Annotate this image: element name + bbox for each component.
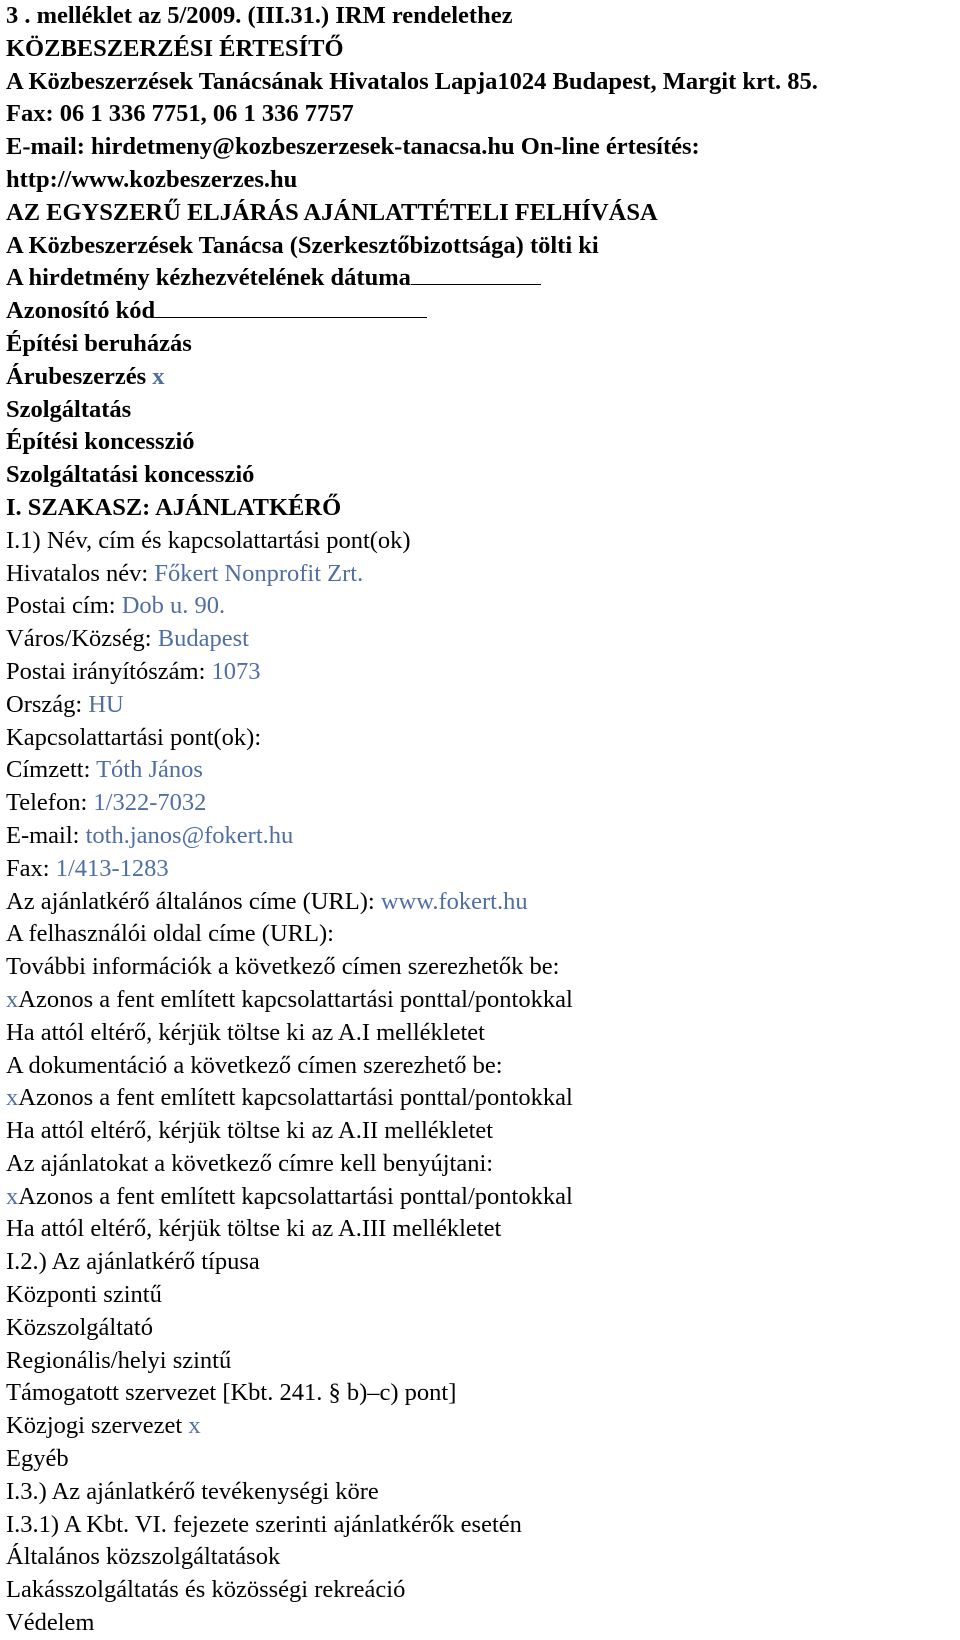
id-code-row (6, 295, 960, 328)
buyer-profile-label: A felhasználói oldal címe (URL): (6, 920, 334, 948)
addressee-value: Tóth János (96, 756, 203, 784)
type-supported: Támogatott szervezet [Kbt. 241. § b)–c) pont] (6, 1379, 457, 1407)
activity-general-public-services: Általános közszolgáltatások (6, 1543, 281, 1571)
annex-3-note: Ha attól eltérő, kérjük töltse ki az A.III mellékletet (6, 1215, 502, 1243)
type-utility: Közszolgáltató (6, 1313, 153, 1341)
contract-type-service: Szolgáltatás (6, 395, 132, 423)
official-name-value: Főkert Nonprofit Zrt. (154, 559, 364, 587)
documentation-same-row (6, 1082, 960, 1115)
more-info-mark: x (6, 985, 19, 1013)
bulletin-email: E-mail: hirdetmeny@kozbeszerzesek-tanacsa.hu On-line értesítés: (6, 133, 700, 161)
contact-points-label: Kapcsolattartási pont(ok): (6, 723, 262, 751)
zip-value: 1073 (211, 657, 261, 685)
city-label: Város/Község: (6, 625, 158, 653)
official-name-label: Hivatalos név: (6, 559, 155, 587)
type-public-law-row (6, 1410, 960, 1443)
fax-label: Fax: (6, 854, 56, 882)
contract-type-service-concession: Szolgáltatási koncesszió (6, 461, 255, 489)
section-1-3-1-heading: I.3.1) A Kbt. VI. fejezete szerinti ajánlatkérők esetén (6, 1510, 522, 1538)
phone-row (6, 787, 960, 820)
id-code-blank (155, 297, 427, 318)
submission-same-row (6, 1181, 960, 1214)
receipt-date-row (6, 262, 960, 295)
annex-reference: 3 . melléklet az 5/2009. (III.31.) IRM rendelethez (6, 2, 513, 29)
zip-row (6, 656, 960, 689)
submission-mark: x (6, 1182, 19, 1210)
zip-label: Postai irányítószám: (6, 657, 212, 685)
city-row (6, 623, 960, 656)
more-info-same-text: Azonos a fent említett kapcsolattartási ponttal/pontokkal (18, 985, 573, 1013)
annex-1-note: Ha attól eltérő, kérjük töltse ki az A.I mellékletet (6, 1018, 485, 1046)
supply-selected-mark: x (152, 362, 165, 390)
activity-housing: Lakásszolgáltatás és közösségi rekreáció (6, 1576, 406, 1604)
url-row (6, 886, 960, 919)
receipt-date-label: A hirdetmény kézhezvételének dátuma (6, 264, 411, 292)
filled-by-note: A Közbeszerzések Tanácsa (Szerkesztőbizottsága) tölti ki (6, 231, 599, 259)
type-other: Egyéb (6, 1445, 69, 1473)
phone-label: Telefon: (6, 789, 94, 817)
contract-type-construction: Építési beruházás (6, 329, 192, 357)
addressee-row (6, 754, 960, 787)
country-value: HU (88, 690, 124, 718)
contract-type-supply-row (6, 361, 960, 394)
official-name-row (6, 558, 960, 591)
fax-value: 1/413-1283 (55, 854, 169, 882)
bulletin-fax: Fax: 06 1 336 7751, 06 1 336 7757 (6, 100, 354, 128)
documentation-mark: x (6, 1084, 19, 1112)
receipt-date-blank (411, 264, 541, 285)
phone-value: 1/322-7032 (93, 789, 207, 817)
section-1-2-heading: I.2.) Az ajánlatkérő típusa (6, 1248, 260, 1276)
section-1-heading: I. SZAKASZ: AJÁNLATKÉRŐ (6, 493, 342, 521)
id-code-label: Azonosító kód (6, 297, 156, 325)
addressee-label: Címzett: (6, 756, 97, 784)
email-label: E-mail: (6, 821, 86, 849)
fax-row (6, 853, 960, 886)
type-regional: Regionális/helyi szintű (6, 1346, 232, 1374)
postal-address-row (6, 590, 960, 623)
documentation-label: A dokumentáció a következő címen szerezhető be: (6, 1051, 503, 1079)
section-1-1-heading: I.1) Név, cím és kapcsolattartási pont(ok) (6, 526, 411, 554)
contract-type-supply: Árubeszerzés (6, 362, 147, 390)
url-label: Az ajánlatkérő általános címe (URL): (6, 887, 381, 915)
submission-same-text: Azonos a fent említett kapcsolattartási ponttal/pontokkal (18, 1182, 573, 1210)
more-info-label: További információk a következő címen szerezhetők be: (6, 953, 560, 981)
more-info-same-row (6, 984, 960, 1017)
country-row (6, 689, 960, 722)
contract-type-works-concession: Építési koncesszió (6, 428, 195, 456)
city-value: Budapest (157, 625, 249, 653)
bulletin-name: KÖZBESZERZÉSI ÉRTESÍTŐ (6, 34, 344, 62)
submission-label: Az ajánlatokat a következő címre kell benyújtani: (6, 1149, 494, 1177)
public-law-selected-mark: x (188, 1412, 201, 1440)
section-1-3-heading: I.3.) Az ajánlatkérő tevékenységi köre (6, 1477, 379, 1505)
type-public-law: Közjogi szervezet (6, 1412, 183, 1440)
url-value: www.fokert.hu (380, 887, 528, 915)
documentation-same-text: Azonos a fent említett kapcsolattartási ponttal/pontokkal (18, 1084, 573, 1112)
email-value: toth.janos@fokert.hu (85, 821, 294, 849)
postal-address-value: Dob u. 90. (121, 592, 226, 620)
type-central: Központi szintű (6, 1281, 162, 1309)
postal-address-label: Postai cím: (6, 592, 122, 620)
bulletin-website: http://www.kozbeszerzes.hu (6, 165, 298, 193)
page-title: AZ EGYSZERŰ ELJÁRÁS AJÁNLATTÉTELI FELHÍVÁSA (6, 198, 658, 226)
country-label: Ország: (6, 690, 89, 718)
email-row (6, 820, 960, 853)
annex-2-note: Ha attól eltérő, kérjük töltse ki az A.II mellékletet (6, 1117, 494, 1145)
bulletin-publisher: A Közbeszerzések Tanácsának Hivatalos Lapja1024 Budapest, Margit krt. 85. (6, 67, 818, 95)
activity-defence: Védelem (6, 1609, 95, 1637)
